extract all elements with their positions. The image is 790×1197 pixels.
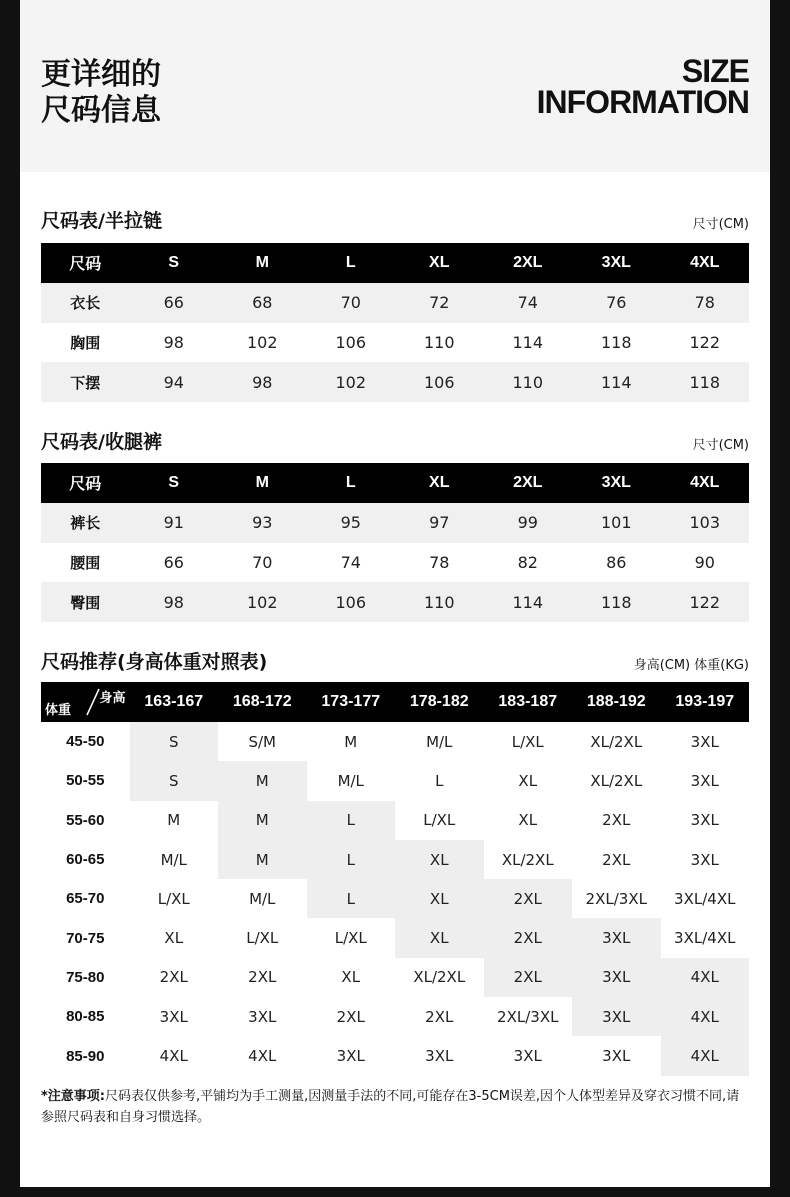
size-info-page xyxy=(20,0,770,1187)
size-cell: XL xyxy=(395,879,484,918)
column-header: M xyxy=(218,463,307,503)
table-cell: 106 xyxy=(307,582,396,622)
size-cell: XL xyxy=(518,771,538,790)
table-row xyxy=(41,503,749,543)
size-cell: 2XL xyxy=(602,811,631,830)
height-header: 173-177 xyxy=(307,682,396,722)
section-title-recommend: 尺码推荐(身高体重对照表) xyxy=(41,651,268,673)
table-row xyxy=(41,801,749,840)
table-cell: 91 xyxy=(130,503,219,543)
size-cell: 4XL xyxy=(248,1047,277,1066)
section-unit-recommend: 身高(CM) 体重(KG) xyxy=(633,658,749,673)
size-cell: 3XL/4XL xyxy=(674,929,736,948)
section-unit-pants: 尺寸(CM) xyxy=(692,438,749,453)
header-title-en xyxy=(536,53,749,120)
table-row xyxy=(41,582,749,622)
size-cell: 4XL xyxy=(661,997,750,1036)
column-header: XL xyxy=(395,243,484,283)
size-cell: 3XL xyxy=(572,918,661,957)
size-cell: 2XL xyxy=(159,968,188,987)
size-cell: M xyxy=(218,801,307,840)
table-row xyxy=(41,362,749,402)
weight-label: 55-60 xyxy=(66,811,105,829)
size-cell: 2XL xyxy=(484,918,573,957)
table-cell: 95 xyxy=(307,503,396,543)
row-label: 胸围 xyxy=(70,333,101,352)
table-cell: 90 xyxy=(694,552,715,572)
size-cell: 2XL/3XL xyxy=(585,889,647,908)
size-cell: 3XL xyxy=(513,1047,542,1066)
corner-header xyxy=(41,682,130,722)
size-cell: XL xyxy=(164,929,184,948)
table-cell: 98 xyxy=(218,362,307,402)
notice-body: 尺码表仅供参考,平铺均为手工测量,因测量手法的不同,可能存在3-5CM误差,因个人体型差异及穿衣习惯不同,请参照尺码表和自身习惯选择。 xyxy=(41,1089,740,1125)
size-cell: M xyxy=(218,761,307,800)
column-header: S xyxy=(130,243,219,283)
size-cell: 3XL xyxy=(690,771,719,790)
table-cell: 98 xyxy=(130,582,219,622)
size-cell: 3XL xyxy=(572,997,661,1036)
height-header: 163-167 xyxy=(130,682,219,722)
height-header: 168-172 xyxy=(218,682,307,722)
height-header: 193-197 xyxy=(661,682,750,722)
table-cell: 74 xyxy=(484,283,573,323)
table-cell: 103 xyxy=(661,503,750,543)
weight-label: 85-90 xyxy=(66,1047,105,1065)
table-row xyxy=(41,323,749,363)
header-en-line1: SIZE xyxy=(681,53,749,89)
column-header: 尺码 xyxy=(41,463,130,503)
size-cell: M/L xyxy=(337,771,364,790)
table-cell: 110 xyxy=(484,362,573,402)
table-cell: 70 xyxy=(252,552,273,572)
weight-label: 50-55 xyxy=(66,772,105,790)
header-en-line2: INFORMATION xyxy=(536,84,749,120)
size-cell: L/XL xyxy=(511,732,544,751)
column-header: 4XL xyxy=(661,463,750,503)
size-cell: 2XL xyxy=(248,968,277,987)
table-cell: 118 xyxy=(661,362,750,402)
size-cell: XL xyxy=(395,840,484,879)
size-cell: 2XL xyxy=(602,850,631,869)
table-cell: 70 xyxy=(307,283,396,323)
size-cell: 2XL xyxy=(484,958,573,997)
size-cell: 3XL xyxy=(248,1007,277,1026)
table-cell: 99 xyxy=(484,503,573,543)
table-cell: 101 xyxy=(572,503,661,543)
size-cell: XL/2XL xyxy=(413,968,466,987)
table-cell: 74 xyxy=(340,552,361,572)
row-label: 下摆 xyxy=(41,362,130,402)
table-cell: 106 xyxy=(335,332,367,352)
table-row xyxy=(41,918,749,957)
size-cell: 3XL xyxy=(572,958,661,997)
size-cell: 3XL xyxy=(690,811,719,830)
size-cell: XL/2XL xyxy=(590,771,643,790)
size-cell: 4XL xyxy=(661,1036,750,1075)
size-cell: L/XL xyxy=(157,889,190,908)
size-cell: 2XL xyxy=(425,1007,454,1026)
weight-label: 80-85 xyxy=(66,1008,105,1026)
table-row xyxy=(41,1036,749,1075)
section-title-half-zip: 尺码表/半拉链 xyxy=(41,210,162,232)
row-label: 腰围 xyxy=(70,553,101,572)
row-label: 裤长 xyxy=(41,503,130,543)
header-title-cn xyxy=(41,57,161,129)
section-unit-half-zip: 尺寸(CM) xyxy=(692,217,749,232)
column-header: 4XL xyxy=(661,243,750,283)
weight-label: 75-80 xyxy=(66,968,105,986)
height-header: 183-187 xyxy=(484,682,573,722)
size-cell: 3XL xyxy=(425,1047,454,1066)
size-cell: 3XL xyxy=(690,850,719,869)
notice-label: *注意事项: xyxy=(41,1089,105,1104)
size-cell: M xyxy=(167,811,181,830)
row-label: 臀围 xyxy=(41,582,130,622)
table-header-row xyxy=(41,243,749,283)
size-cell: L/XL xyxy=(246,929,279,948)
height-header: 188-192 xyxy=(572,682,661,722)
table-cell: 118 xyxy=(600,332,632,352)
recommend-body xyxy=(41,722,749,1076)
size-cell: L xyxy=(307,879,396,918)
size-cell: XL/2XL xyxy=(501,850,554,869)
size-cell: 3XL/4XL xyxy=(674,889,736,908)
size-cell: 4XL xyxy=(661,958,750,997)
corner-height-label: 身高 xyxy=(99,690,126,705)
table-cell: 97 xyxy=(395,503,484,543)
size-cell: 3XL xyxy=(336,1047,365,1066)
size-table-pants xyxy=(41,463,749,622)
table-cell: 114 xyxy=(572,362,661,402)
section-title-pants: 尺码表/收腿裤 xyxy=(41,431,162,453)
height-header: 178-182 xyxy=(395,682,484,722)
table-cell: 66 xyxy=(130,283,219,323)
size-cell: XL xyxy=(518,811,538,830)
size-cell: M/L xyxy=(426,732,453,751)
size-cell: M/L xyxy=(160,850,187,869)
table-row xyxy=(41,283,749,323)
table-row xyxy=(41,761,749,800)
size-cell: 3XL xyxy=(690,732,719,751)
weight-label: 65-70 xyxy=(66,890,105,908)
table-cell: 122 xyxy=(661,582,750,622)
table-cell: 72 xyxy=(395,283,484,323)
table-cell: 68 xyxy=(218,283,307,323)
table-row xyxy=(41,722,749,761)
column-header: 2XL xyxy=(484,243,573,283)
header-cn-line2: 尺码信息 xyxy=(41,93,161,128)
size-cell: 3XL xyxy=(602,1047,631,1066)
column-header: L xyxy=(307,463,396,503)
column-header: 2XL xyxy=(484,463,573,503)
table-cell: 93 xyxy=(218,503,307,543)
column-header: 尺码 xyxy=(41,243,130,283)
size-cell: XL xyxy=(341,968,361,987)
size-cell: S xyxy=(130,722,219,761)
size-cell: 4XL xyxy=(159,1047,188,1066)
table-cell: 118 xyxy=(572,582,661,622)
table-cell: 114 xyxy=(484,582,573,622)
column-header: 3XL xyxy=(572,463,661,503)
corner-weight-label: 体重 xyxy=(45,702,72,717)
size-cell: M/L xyxy=(249,889,276,908)
table-cell: 110 xyxy=(395,582,484,622)
size-cell: XL/2XL xyxy=(590,732,643,751)
table-cell: 102 xyxy=(307,362,396,402)
table-row xyxy=(41,840,749,879)
table-row xyxy=(41,997,749,1036)
table-row xyxy=(41,543,749,583)
column-header: M xyxy=(218,243,307,283)
header-cn-line1: 更详细的 xyxy=(41,57,161,92)
column-header: XL xyxy=(395,463,484,503)
column-header: 3XL xyxy=(572,243,661,283)
table-header-row xyxy=(41,463,749,503)
size-cell: S/M xyxy=(248,732,277,751)
table-cell: 82 xyxy=(517,552,538,572)
size-cell: 3XL xyxy=(159,1007,188,1026)
size-recommend-table xyxy=(41,682,749,1076)
table-row xyxy=(41,958,749,997)
header-banner xyxy=(20,0,770,172)
size-cell: M xyxy=(218,840,307,879)
size-cell: L/XL xyxy=(423,811,456,830)
table-cell: 110 xyxy=(423,332,455,352)
size-cell: S xyxy=(130,761,219,800)
table-cell: 114 xyxy=(512,332,544,352)
weight-label: 60-65 xyxy=(66,851,105,869)
size-cell: 2XL xyxy=(484,879,573,918)
table-cell: 78 xyxy=(429,552,450,572)
column-header: L xyxy=(307,243,396,283)
table-cell: 78 xyxy=(661,283,750,323)
column-header: S xyxy=(130,463,219,503)
size-cell: 2XL xyxy=(336,1007,365,1026)
weight-label: 70-75 xyxy=(66,929,105,947)
table-header-row xyxy=(41,682,749,722)
size-cell: 2XL/3XL xyxy=(497,1007,559,1026)
table-row xyxy=(41,879,749,918)
table-cell: 94 xyxy=(130,362,219,402)
table-cell: 102 xyxy=(246,332,278,352)
weight-label: 45-50 xyxy=(66,733,105,751)
size-cell: L/XL xyxy=(334,929,367,948)
table-cell: 106 xyxy=(395,362,484,402)
table-cell: 122 xyxy=(689,332,721,352)
notice-text xyxy=(41,1086,751,1128)
table-cell: 76 xyxy=(572,283,661,323)
size-cell: M xyxy=(344,732,358,751)
table-cell: 98 xyxy=(163,332,184,352)
size-table-half-zip xyxy=(41,243,749,402)
size-cell: L xyxy=(307,840,396,879)
size-cell: L xyxy=(435,771,444,790)
size-cell: L xyxy=(307,801,396,840)
table-cell: 102 xyxy=(218,582,307,622)
row-label: 衣长 xyxy=(41,283,130,323)
table-cell: 86 xyxy=(606,552,627,572)
table-cell: 66 xyxy=(163,552,184,572)
size-cell: XL xyxy=(395,918,484,957)
